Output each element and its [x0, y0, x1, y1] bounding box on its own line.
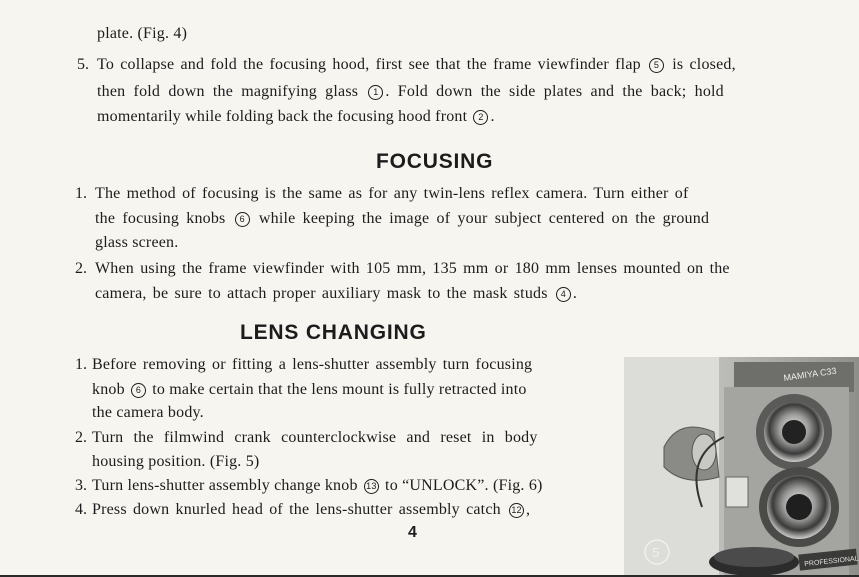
text: .: [490, 108, 495, 125]
text: ,: [526, 501, 531, 518]
plate-line: plate. (Fig. 4): [97, 25, 188, 42]
camera-photo: [624, 357, 859, 577]
focusing-item-2-line-2: [95, 284, 577, 304]
text: momentarily while folding back the focusing hood front: [97, 108, 468, 125]
focusing-heading: FOCUSING: [376, 150, 494, 173]
focusing-item-1-line-3: glass screen.: [95, 234, 179, 251]
focusing-item-1-line-1: The method of focusing is the same as for any twin-lens reflex camera. Turn either of: [95, 185, 689, 202]
lens-item-2-line-2: housing position. (Fig. 5): [92, 453, 260, 470]
lens-item-number: 2.: [75, 429, 87, 446]
lens-item-1-line-2: [92, 380, 527, 400]
lens-item-3-line-1: [92, 476, 543, 496]
lens-item-1-line-3: the camera body.: [92, 404, 204, 421]
focusing-item-2-line-1: When using the frame viewfinder with 105 mm, 135 mm or 180 mm lenses mounted on the: [95, 260, 730, 277]
collapse-line-3: [97, 107, 495, 127]
collapse-line-2: [97, 82, 724, 102]
lens-changing-heading: LENS CHANGING: [240, 321, 427, 344]
text: knob: [92, 381, 125, 398]
focusing-item-number: 1.: [75, 185, 87, 202]
ref-marker: 6: [235, 212, 250, 227]
ref-marker: 1: [368, 85, 383, 100]
text: Press down knurled head of the lens-shutter assembly catch: [92, 501, 501, 518]
camera-illustration: [624, 357, 859, 577]
ref-marker: 13: [364, 479, 379, 494]
lens-item-number: 1.: [75, 356, 87, 373]
focusing-item-number: 2.: [75, 260, 87, 277]
text: . Fold down the side plates and the back; hold: [385, 83, 724, 100]
ref-marker: 5: [649, 58, 664, 73]
text: the focusing knobs: [95, 210, 226, 227]
focusing-item-1-line-2: [95, 209, 709, 229]
text: then fold down the magnifying glass: [97, 83, 359, 100]
lens-item-number: 3.: [75, 477, 87, 494]
text: Turn lens-shutter assembly change knob: [92, 477, 358, 494]
svg-text:MAMIYA C33: MAMIYA C33: [782, 365, 838, 383]
text: to make certain that the lens mount is fully retracted into: [152, 381, 527, 398]
page-number: 4: [408, 524, 417, 541]
text: To collapse and fold the focusing hood, first see that the frame viewfinder flap: [97, 56, 641, 73]
text: while keeping the image of your subject centered on the ground: [258, 210, 710, 227]
ref-marker: 6: [131, 383, 146, 398]
text: to “UNLOCK”. (Fig. 6): [385, 477, 543, 494]
ref-marker: 2: [473, 110, 488, 125]
nameplate-text: PROFESSIONAL: [804, 555, 859, 569]
collapse-line-1: [97, 55, 736, 75]
ref-marker: 4: [556, 287, 571, 302]
lens-item-4-line-1: [92, 500, 530, 520]
collapse-number: 5.: [77, 56, 89, 73]
text: .: [572, 285, 578, 302]
figure-marker: 5: [652, 545, 660, 560]
lens-item-number: 4.: [75, 501, 87, 518]
text: is closed,: [672, 56, 736, 73]
ref-marker: 12: [509, 503, 524, 518]
lens-item-1-line-1: Before removing or fitting a lens-shutter assembly turn focusing: [92, 356, 533, 373]
text: camera, be sure to attach proper auxiliary mask to the mask studs: [95, 285, 548, 302]
lens-item-2-line-1: Turn the filmwind crank counterclockwise and reset in body: [92, 429, 538, 446]
